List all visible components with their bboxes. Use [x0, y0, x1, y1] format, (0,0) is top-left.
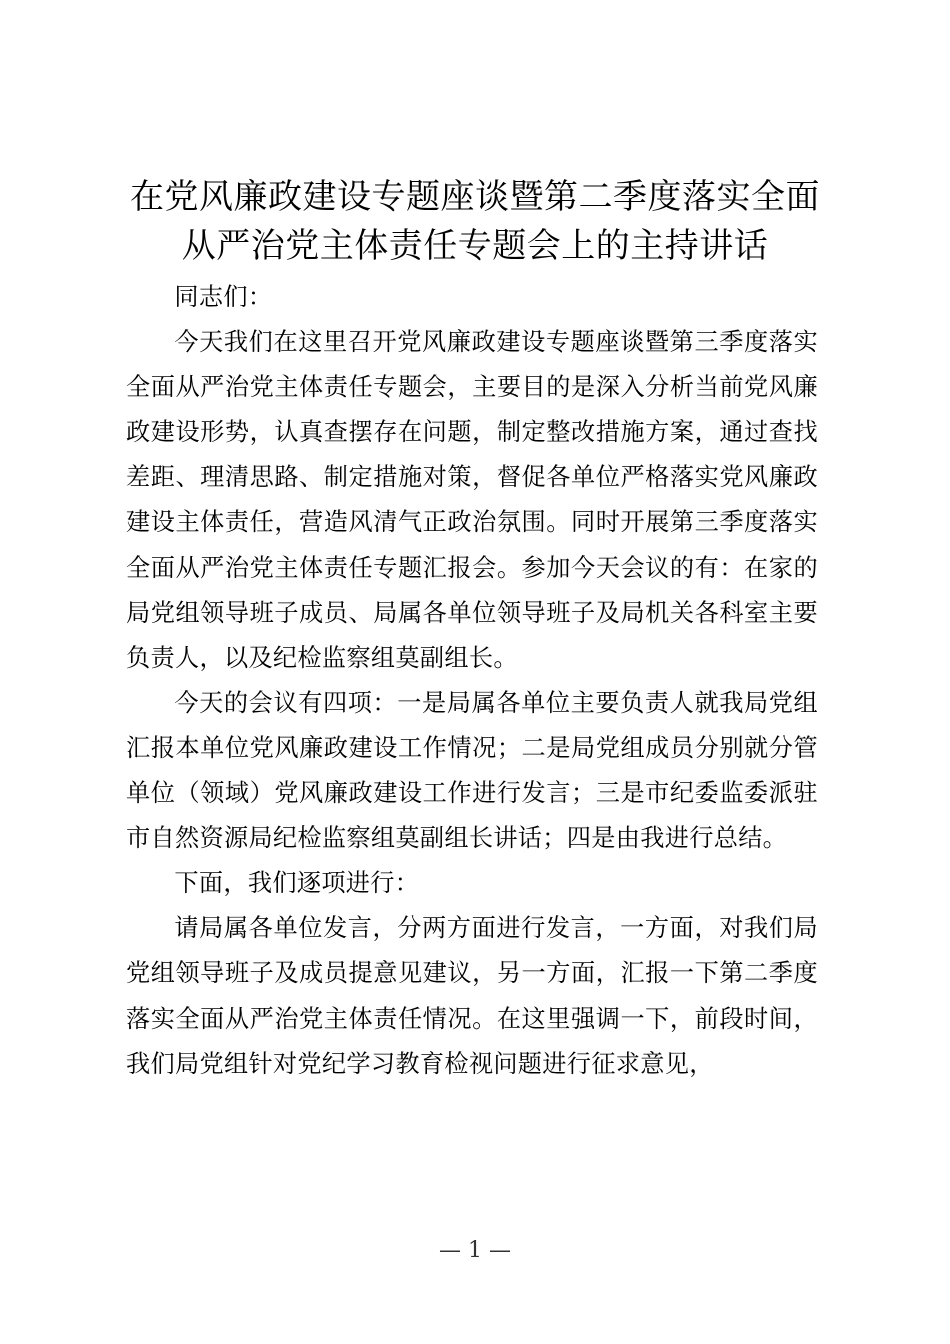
- document-title-line-1: 在党风廉政建设专题座谈暨第二季度落实全面: [130, 177, 820, 217]
- document-body: [126, 275, 818, 1087]
- salutation: 同志们：: [174, 283, 273, 311]
- paragraph-proceed: 下面，我们逐项进行：: [174, 869, 420, 898]
- paragraph-agenda: 今天的会议有四项：一是局属各单位主要负责人就我局党组汇报本单位党风廉政建设工作情况；二是局党组成员分别就分管单位（领域）党风廉政建设工作进行发言；三是市纪委监委派驻市自然资源局纪检监察组莫副组长讲话；四是由我进行总结。: [126, 688, 818, 853]
- paragraph-unit-reports: 请局属各单位发言，分两方面进行发言，一方面，对我们局党组领导班子及成员提意见建议，另一方面，汇报一下第二季度落实全面从严治党主体责任情况。在这里强调一下，前段时间，我们局党组针对党纪学习教育检视问题进行征求意见，: [126, 914, 818, 1078]
- paragraph-meeting-purpose: 今天我们在这里召开党风廉政建设专题座谈暨第三季度落实全面从严治党主体责任专题会，主要目的是深入分析当前党风廉政建设形势，认真查摆存在问题，制定整改措施方案，通过查找差距、理清思路、制定措施对策，督促各单位严格落实党风廉政建设主体责任，营造风清气正政治氛围。同时开展第三季度落实全面从严治党主体责任专题汇报会。参加今天会议的有：在家的局党组领导班子成员、局属各单位领导班子及局机关各科室主要负责人，以及纪检监察组莫副组长。: [126, 328, 818, 672]
- document-title-line-2: 从严治党主体责任专题会上的主持讲话: [181, 226, 769, 266]
- page-number: — 1 —: [439, 1238, 511, 1263]
